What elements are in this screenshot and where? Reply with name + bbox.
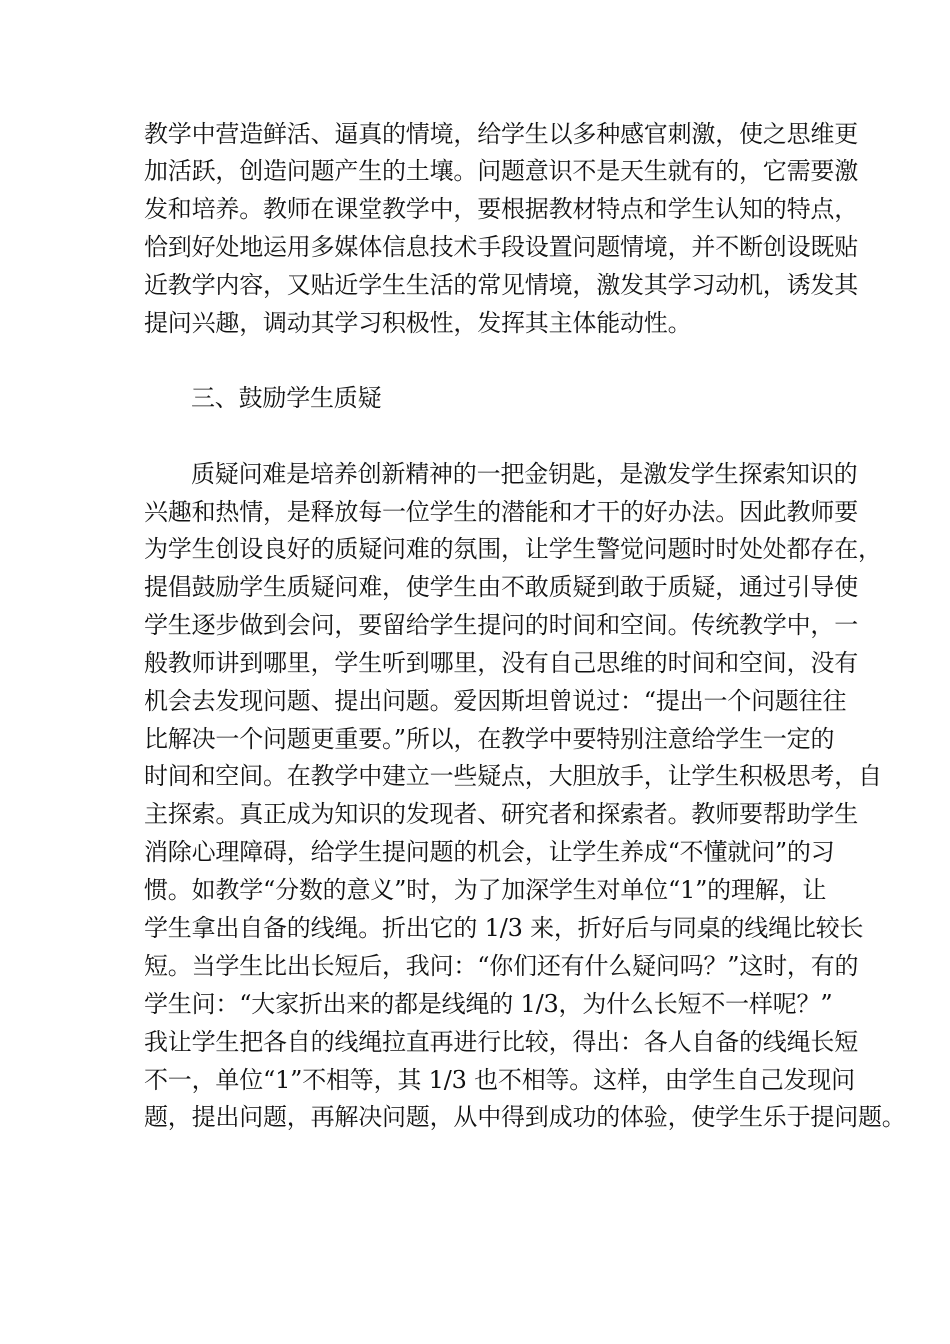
text-line: 机会去发现问题、提出问题。爱因斯坦曾说过：“提出一个问题往往 xyxy=(144,687,847,715)
text-line: 发和培养。教师在课堂教学中，要根据教材特点和学生认知的特点， xyxy=(144,195,858,223)
text-line: 为学生创设良好的质疑问难的氛围，让学生警觉问题时时处处都存在， xyxy=(144,535,882,563)
text-line: 学生问：“大家折出来的都是线绳的 1/3，为什么长短不一样呢？” xyxy=(144,990,833,1018)
section-heading: 三、鼓励学生质疑 xyxy=(191,384,382,412)
text-line: 兴趣和热情，是释放每一位学生的潜能和才干的好办法。因此教师要 xyxy=(144,498,858,526)
text-line: 比解决一个问题更重要。”所以，在教学中要特别注意给学生一定的 xyxy=(144,725,835,753)
text-line: 提倡鼓励学生质疑问难，使学生由不敢质疑到敢于质疑，通过引导使 xyxy=(144,573,858,601)
text-line: 题，提出问题，再解决问题，从中得到成功的体验，使学生乐于提问题。 xyxy=(144,1103,906,1131)
text-line: 短。当学生比出长短后，我问：“你们还有什么疑问吗？”这时，有的 xyxy=(144,952,859,980)
text-line: 惯。如教学“分数的意义”时，为了加深学生对单位“1”的理解，让 xyxy=(144,876,827,904)
text-line: 我让学生把各自的线绳拉直再进行比较，得出：各人自备的线绳长短 xyxy=(144,1028,858,1056)
text-line: 质疑问难是培养创新精神的一把金钥匙，是激发学生探索知识的 xyxy=(191,460,858,488)
text-line: 恰到好处地运用多媒体信息技术手段设置问题情境，并不断创设既贴 xyxy=(144,233,858,261)
text-line: 近教学内容，又贴近学生生活的常见情境，激发其学习动机，诱发其 xyxy=(144,271,858,299)
text-line: 提问兴趣，调动其学习积极性，发挥其主体能动性。 xyxy=(144,309,692,337)
text-line: 教学中营造鲜活、逼真的情境，给学生以多种感官刺激，使之思维更 xyxy=(144,120,858,148)
text-line: 般教师讲到哪里，学生听到哪里，没有自己思维的时间和空间，没有 xyxy=(144,649,858,677)
text-line: 学生拿出自备的线绳。折出它的 1/3 来，折好后与同桌的线绳比较长 xyxy=(144,914,864,942)
text-line: 加活跃，创造问题产生的土壤。问题意识不是天生就有的，它需要激 xyxy=(144,157,858,185)
text-line: 学生逐步做到会问，要留给学生提问的时间和空间。传统教学中，一 xyxy=(144,611,858,639)
text-line: 时间和空间。在教学中建立一些疑点，大胆放手，让学生积极思考，自 xyxy=(144,762,882,790)
text-line: 消除心理障碍，给学生提问题的机会，让学生养成“不懂就问”的习 xyxy=(144,838,835,866)
text-line: 不一，单位“1”不相等，其 1/3 也不相等。这样，由学生自己发现问 xyxy=(144,1066,855,1094)
text-line: 主探索。真正成为知识的发现者、研究者和探索者。教师要帮助学生 xyxy=(144,800,858,828)
